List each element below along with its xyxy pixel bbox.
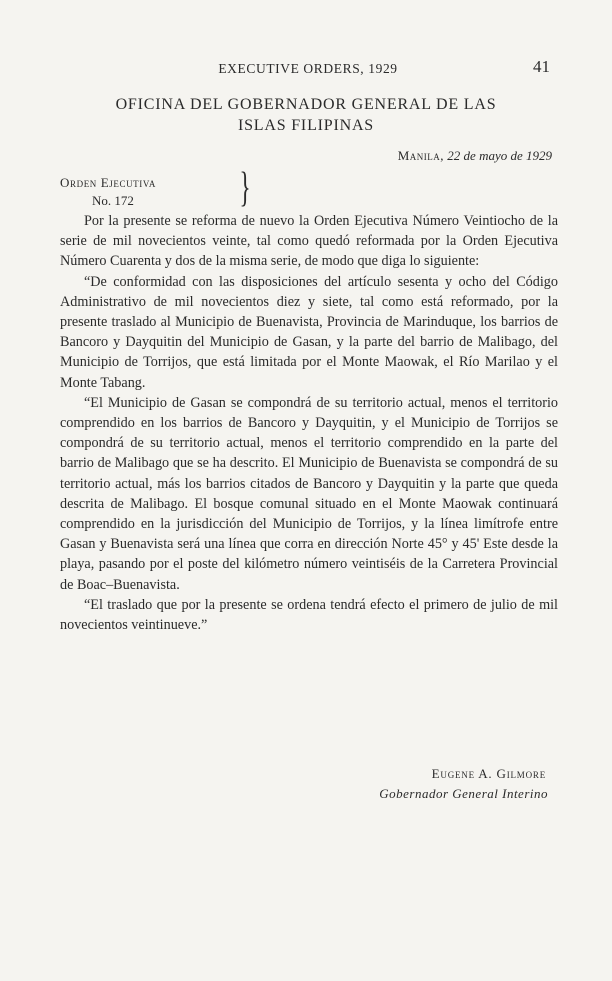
page-header bbox=[60, 57, 556, 81]
brace-icon: } bbox=[239, 165, 251, 211]
signature-block bbox=[60, 764, 548, 804]
signatory-title: Gobernador General Interino bbox=[379, 786, 548, 801]
office-title-line-2: ISLAS FILIPINAS bbox=[237, 117, 374, 134]
dateline-city: Manila, bbox=[397, 148, 445, 163]
order-body bbox=[60, 211, 558, 635]
office-title bbox=[40, 94, 572, 136]
paragraph-3: “El Municipio de Gasan se compondrá de su territorio actual, menos el territorio comprendido en los barrios de Bancoro y Dayquitin, y el Municipio de Torrijos se compondrá de su territorio actual, menos el territorio comprendido en la parte del barrio de Malibago que se ha descrito. El Municipio de Buenavista se compondrá de su territorio actual, más los barrios citados de Bancoro y Dayquitin y la parte que queda descrita de Malibago. El bosque comunal situado en el Monte Maowak continuará comprendido en la jurisdicción del Municipio de Torrijos, y la línea limítrofe entre Gasan y Buenavista será una línea que corra en dirección Norte 45° y 45' Este desde la playa, pasando por el poste del kilómetro número veintiséis de la Carretera Provincial de Boac–Buenavista. bbox=[60, 394, 558, 593]
signatory-name: Eugene A. Gilmore bbox=[431, 766, 546, 781]
dateline bbox=[398, 148, 552, 164]
order-number: No. 172 bbox=[92, 193, 134, 208]
running-title: EXECUTIVE ORDERS, 1929 bbox=[218, 61, 398, 76]
dateline-date: 22 de mayo de 1929 bbox=[447, 148, 552, 163]
office-title-line-1: OFICINA DEL GOBERNADOR GENERAL DE LAS bbox=[115, 96, 497, 113]
order-designation bbox=[60, 165, 251, 215]
page-number: 41 bbox=[533, 57, 550, 76]
paragraph-4: “El traslado que por la presente se ordena tendrá efecto el primero de julio de mil novecientos veintinueve.” bbox=[60, 596, 558, 634]
order-label: Orden Ejecutiva bbox=[60, 175, 156, 190]
paragraph-2: “De conformidad con las disposiciones del artículo sesenta y ocho del Código Administrativo de mil novecientos diez y siete, tal como está reformado, por la presente traslado al Municipio de Buenavista, Provincia de Marinduque, los barrios de Bancoro y Dayquitin del Municipio de Gasan, y la parte del barrio de Malibago, del Municipio de Torrijos, que está limitada por el Monte Maowak, el Río Marilao y el Monte Tabang. bbox=[60, 273, 558, 391]
paragraph-1: Por la presente se reforma de nuevo la Orden Ejecutiva Número Veintiocho de la serie de mil novecientos veinte, tal como quedó reformada por la Orden Ejecutiva Número Cuarenta y dos de la misma serie, de modo que diga lo siguiente: bbox=[60, 213, 558, 270]
